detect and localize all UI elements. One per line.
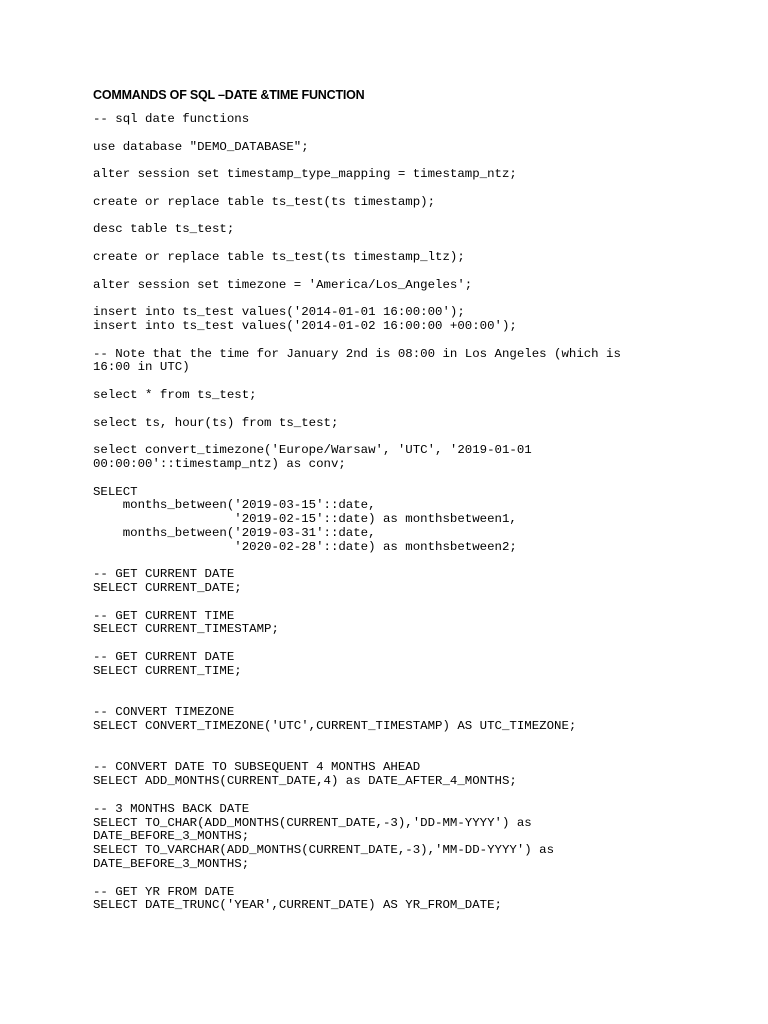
code-line: create or replace table ts_test(ts timestamp_ltz); (93, 249, 465, 264)
blank-line (93, 237, 753, 251)
code-line: -- CONVERT DATE TO SUBSEQUENT 4 MONTHS AHEAD (93, 760, 421, 775)
code-line: -- Note that the time for January 2nd is 08:00 in Los Angeles (which is (93, 346, 621, 361)
blank-line (93, 403, 753, 417)
code-line: '2019-02-15'::date) as monthsbetween1, (93, 512, 517, 527)
blank-line (93, 154, 753, 168)
blank-line (93, 692, 753, 706)
code-line: SELECT CURRENT_TIME; (93, 663, 242, 678)
code-line: -- CONVERT TIMEZONE (93, 705, 235, 720)
code-line: insert into ts_test values('2014-01-01 16:00:00'); (93, 305, 465, 320)
document-title: COMMANDS OF SQL –DATE &TIME FUNCTION (93, 88, 365, 102)
blank-line (93, 210, 753, 224)
code-line: SELECT CONVERT_TIMEZONE('UTC',CURRENT_TIMESTAMP) AS UTC_TIMEZONE; (93, 719, 577, 734)
blank-line (93, 789, 753, 803)
blank-line (93, 182, 753, 196)
blank-line (93, 872, 753, 886)
blank-line (93, 265, 753, 279)
blank-line (93, 292, 753, 306)
code-line: SELECT DATE_TRUNC('YEAR',CURRENT_DATE) AS YR_FROM_DATE; (93, 898, 502, 913)
code-line: insert into ts_test values('2014-01-02 16:00:00 +00:00'); (93, 318, 517, 333)
code-line: DATE_BEFORE_3_MONTHS; (93, 829, 250, 844)
code-line: -- GET CURRENT TIME (93, 608, 235, 623)
code-line: months_between('2019-03-15'::date, (93, 498, 376, 513)
code-line: months_between('2019-03-31'::date, (93, 525, 376, 540)
blank-line (93, 334, 753, 348)
code-line: DATE_BEFORE_3_MONTHS; (93, 857, 250, 872)
code-line: create or replace table ts_test(ts timestamp); (93, 194, 436, 209)
blank-line (93, 127, 753, 141)
code-line: -- sql date functions (93, 112, 250, 126)
code-line: SELECT CURRENT_DATE; (93, 581, 242, 596)
code-line: use database "DEMO_DATABASE"; (93, 139, 309, 154)
code-line: 00:00:00'::timestamp_ntz) as conv; (93, 456, 346, 471)
code-line: -- GET CURRENT DATE (93, 650, 235, 665)
blank-line (93, 679, 753, 693)
blank-line (93, 555, 753, 569)
code-line: -- GET YR FROM DATE (93, 884, 235, 899)
code-line: select convert_timezone('Europe/Warsaw', 'UTC', '2019-01-01 (93, 443, 532, 458)
code-line: 16:00 in UTC) (93, 360, 190, 375)
sql-code-block (93, 113, 753, 913)
blank-line (93, 472, 753, 486)
code-line: SELECT (93, 484, 138, 499)
code-line: SELECT CURRENT_TIMESTAMP; (93, 622, 279, 637)
code-line: alter session set timestamp_type_mapping = timestamp_ntz; (93, 167, 517, 182)
code-line: '2020-02-28'::date) as monthsbetween2; (93, 539, 517, 554)
blank-line (93, 637, 753, 651)
code-line: -- 3 MONTHS BACK DATE (93, 801, 250, 816)
code-line: desc table ts_test; (93, 222, 235, 237)
code-line: select * from ts_test; (93, 387, 257, 402)
code-line: -- GET CURRENT DATE (93, 567, 235, 582)
code-line: SELECT TO_CHAR(ADD_MONTHS(CURRENT_DATE,-3),'DD-MM-YYYY') as (93, 815, 532, 830)
blank-line (93, 734, 753, 748)
code-line: SELECT ADD_MONTHS(CURRENT_DATE,4) as DATE_AFTER_4_MONTHS; (93, 774, 517, 789)
blank-line (93, 430, 753, 444)
blank-line (93, 748, 753, 762)
blank-line (93, 375, 753, 389)
blank-line (93, 596, 753, 610)
code-line: alter session set timezone = 'America/Los_Angeles'; (93, 277, 473, 292)
code-line: select ts, hour(ts) from ts_test; (93, 415, 339, 430)
code-line: SELECT TO_VARCHAR(ADD_MONTHS(CURRENT_DATE,-3),'MM-DD-YYYY') as (93, 843, 555, 858)
